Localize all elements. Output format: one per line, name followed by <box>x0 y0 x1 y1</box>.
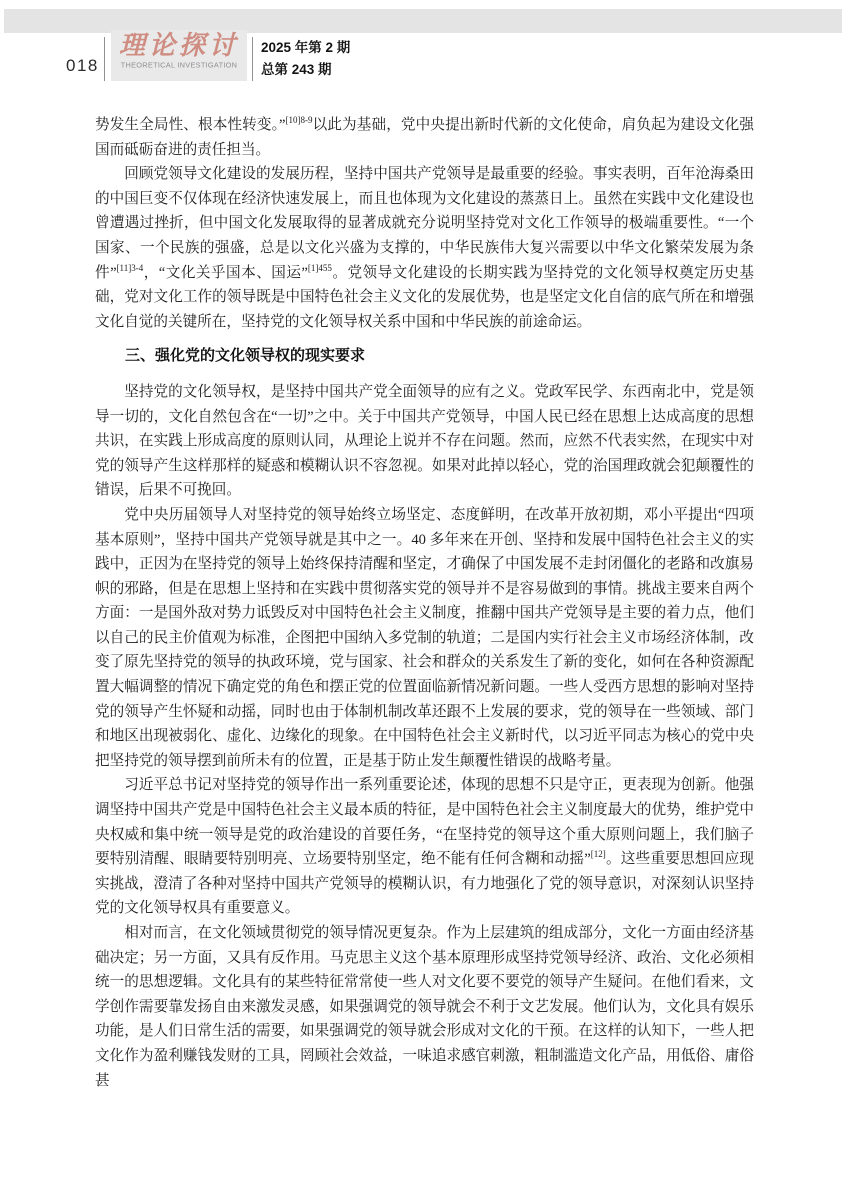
header-divider-right <box>252 37 253 81</box>
article-body <box>95 113 754 1093</box>
journal-logo <box>111 30 247 81</box>
paragraph: 党中央历届领导人对坚持党的领导始终立场坚定、态度鲜明，在改革开放初期，邓小平提出“四项基本原则”，坚持中国共产党领导就是其中之一。40 多年来在开创、坚持和发展中国特色社会主义的实践中，正因为在坚持党的领导上始终保持清醒和坚定，才确保了中国发展不走封闭僵化的老路和改旗易帜的邪路，但是在思想上坚持和在实践中贯彻落实党的领导并不是容易做到的事情。挑战主要来自两个方面：一是国外敌对势力诋毁反对中国特色社会主义制度，推翻中国共产党领导是主要的着力点，他们以自己的民主价值观为标准，企图把中国纳入多党制的轨道；二是国内实行社会主义市场经济体制，改变了原先坚持党的领导的执政环境，党与国家、社会和群众的关系发生了新的变化，如何在各种资源配置大幅调整的情况下确定党的角色和摆正党的位置面临新情况新问题。一些人受西方思想的影响对坚持党的领导产生怀疑和动摇，同时也由于体制机制改革还跟不上发展的要求，党的领导在一些领域、部门和地区出现被弱化、虚化、边缘化的现象。在中国特色社会主义新时代，以习近平同志为核心的党中央把坚持党的领导摆到前所未有的位置，正是基于防止发生颠覆性错误的战略考量。 <box>95 506 754 769</box>
journal-logo-en: THEORETICAL INVESTIGATION <box>120 61 238 70</box>
journal-logo-cn: 理论探讨 <box>118 31 239 60</box>
paragraph: 习近平总书记对坚持党的领导作出一系列重要论述，体现的思想不只是守正，更表现为创新。他强调坚持中国共产党是中国特色社会主义最本质的特征，是中国特色社会主义制度最大的优势，维护党中央权威和集中统一领导是党的政治建设的首要任务，“在坚持党的领导这个重大原则问题上，我们脑子要特别清醒、眼睛要特别明亮、立场要特别坚定，绝不能有任何含糊和动摇”[12]。这些重要思想回应现实挑战，澄清了各种对坚持中国共产党领导的模糊认识，有力地强化了党的领导意识，对深刻认识坚持党的文化领导权具有重要意义。 <box>95 777 754 917</box>
paragraph: 坚持党的文化领导权，是坚持中国共产党全面领导的应有之义。党政军民学、东西南北中，党是领导一切的，文化自然包含在“一切”之中。关于中国共产党领导，中国人民已经在思想上达成高度的思想共识，在实践上形成高度的原则认同，从理论上说并不存在问题。然而，应然不代表实然，在现实中对党的领导产生这样那样的疑惑和模糊认识不容忽视。如果对此掉以轻心，党的治国理政就会犯颠覆性的错误，后果不可挽回。 <box>95 383 754 499</box>
citation-ref: [1]455 <box>307 262 332 273</box>
header-divider-left <box>104 37 105 81</box>
paragraph: 相对而言，在文化领域贯彻党的领导情况更复杂。作为上层建筑的组成部分，文化一方面由经济基础决定；另一方面，又具有反作用。马克思主义这个基本原理形成坚持党领导经济、政治、文化必须相统一的思想逻辑。文化具有的某些特征常常使一些人对文化要不要党的领导产生疑问。在他们看来，文学创作需要靠发扬自由来激发灵感，如果强调党的领导就会不利于文艺发展。他们认为，文化具有娱乐功能，是人们日常生活的需要，如果强调党的领导就会形成对文化的干预。在这样的认知下，一些人把文化作为盈利赚钱发财的工具，罔顾社会效益，一味追求感官刺激，粗制滥造文化产品，用低俗、庸俗甚 <box>95 925 754 1089</box>
issue-info <box>261 37 350 80</box>
page-number: 018 <box>66 56 99 75</box>
citation-ref: [11]3-4 <box>116 262 144 273</box>
citation-ref: [12] <box>590 849 606 860</box>
section-heading: 三、强化党的文化领导权的现实要求 <box>125 347 366 365</box>
volume-number: 总第 243 期 <box>261 61 332 77</box>
citation-ref: [10]8-9 <box>285 115 313 126</box>
paragraph: 回顾党领导文化建设的发展历程，坚持中国共产党领导是最重要的经验。事实表明，百年沧海桑田的中国巨变不仅体现在经济快速发展上，而且也体现为文化建设的蒸蒸日上。虽然在实践中文化建设也曾遭遇过挫折，但中国文化发展取得的显著成就充分说明坚持党对文化工作领导的极端重要性。“一个国家、一个民族的强盛，总是以文化兴盛为支撑的，中华民族伟大复兴需要以中华文化繁荣发展为条件”$^{[11]3-4}$，“文化关乎国本、国运”$^{[1]455}$。党领导文化建设的长期实践为坚持党的文化领导权奠定历史基础，党对文化工作的领导既是中国特色社会主义文化的发展优势，也是坚定文化自信的底气所在和增强文化自觉的关键所在，坚持党的文化领导权关系中国和中华民族的前途命运。 <box>95 166 754 330</box>
issue-number: 2025 年第 2 期 <box>261 40 351 55</box>
paragraph: 势发生全局性、根本性转变。”$^{[10]8-9}$以此为基础，党中央提出新时代新的文化使命，肩负起为建设文化强国而砥砺奋进的责任担当。 <box>95 115 754 158</box>
